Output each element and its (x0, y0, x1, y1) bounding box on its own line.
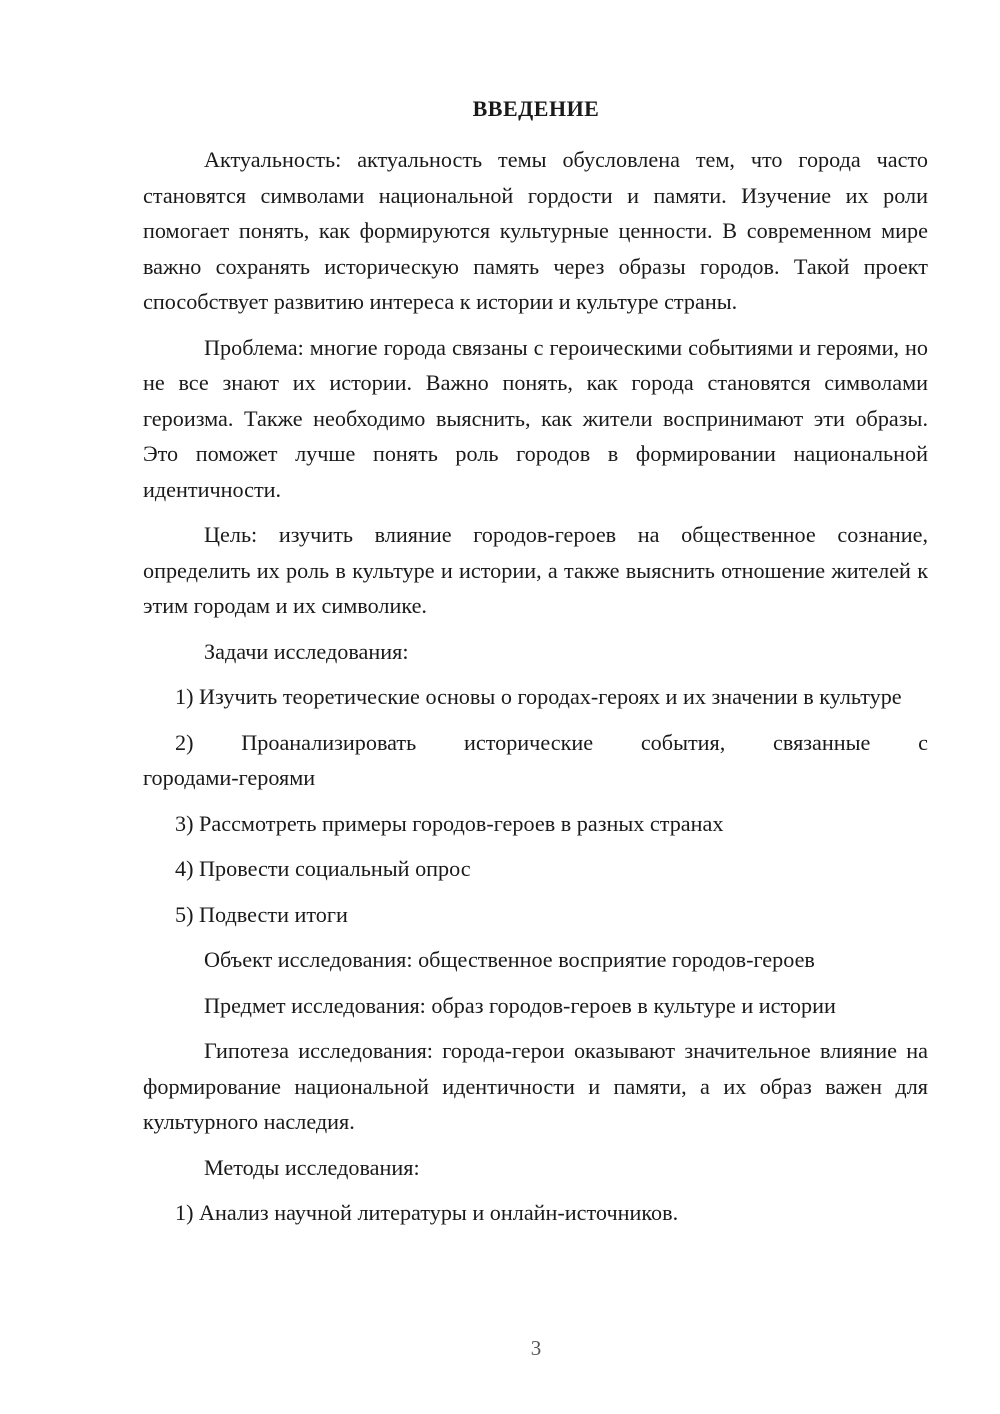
section-title: ВВЕДЕНИЕ (472, 96, 600, 121)
problem-paragraph: Проблема: многие города связаны с героическими событиями и героями, но не все знают их истории. Важно понять, как города становятся символами героизма. Также необходимо выяснить, как жители воспринимают эти образы. Это поможет лучше понять роль городов в формировании национальной идентичности. (143, 334, 928, 502)
object-paragraph: Объект исследования: общественное восприятие городов-героев (204, 947, 815, 972)
page-number: 3 (530, 1336, 542, 1360)
subject-paragraph: Предмет исследования: образ городов-героев в культуре и истории (204, 992, 836, 1018)
task-item-1: 1) Изучить теоретические основы о городах-героях и их значении в культуре (175, 684, 902, 709)
goal-paragraph: Цель: изучить влияние городов-героев на общественное сознание, определить их роль в культуре и истории, а также выяснить отношение жителей к этим городам и их символике. (143, 522, 928, 618)
relevance-paragraph: Актуальность: актуальность темы обусловлена тем, что города часто становятся символами национальной гордости и памяти. Изучение их роли помогает понять, как формируются культурные ценности. В современном мире важно сохранять историческую память через образы городов. Такой проект способствует развитию интереса к истории и культуре страны. (143, 147, 928, 314)
task-item-4: 4) Провести социальный опрос (175, 856, 471, 881)
hypothesis-paragraph: Гипотеза исследования: города-герои оказывают значительное влияние на формирование национальной идентичности и памяти, а их образ важен для культурного наследия. (143, 1038, 928, 1134)
method-item-1: 1) Анализ научной литературы и онлайн-источников. (175, 1200, 679, 1225)
document-body (143, 142, 928, 1241)
task-item-2: 2) Проанализировать исторические события, связанные с городами-героями (143, 729, 928, 790)
task-item-3: 3) Рассмотреть примеры городов-героев в разных странах (175, 810, 724, 836)
methods-heading: Методы исследования: (204, 1154, 420, 1180)
task-item-5: 5) Подвести итоги (175, 901, 348, 927)
tasks-heading: Задачи исследования: (204, 638, 409, 664)
